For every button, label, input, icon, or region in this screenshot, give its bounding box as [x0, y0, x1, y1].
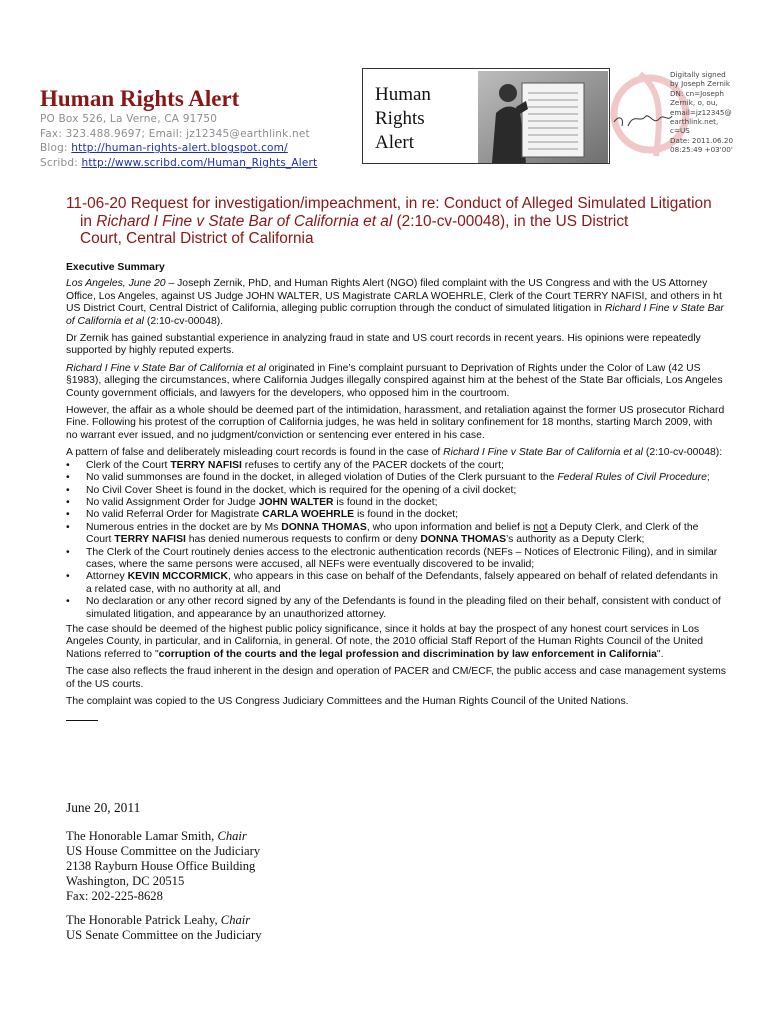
logo-wordmark [375, 83, 431, 155]
title-line-1: 11-06-20 Request for investigation/impeachment, in re: Conduct of Alleged Simulated Litigation [66, 195, 712, 212]
logo-line-3: Alert [375, 132, 415, 153]
address-line: 2138 Rayburn House Office Building [66, 859, 256, 873]
blog-link[interactable]: http://human-rights-alert.blogspot.com/ [71, 142, 288, 155]
fax-email-line: Fax: 323.488.9697; Email: jz12345@earthlink.net [40, 127, 310, 140]
list-item: • No valid summonses are found in the docket, in alleged violation of Duties of the Clerk pursuant to the Federal Rules of Civil Procedure; [66, 472, 726, 484]
list-item: • Numerous entries in the docket are by Ms DONNA THOMAS, who upon information and belief is not a Deputy Clerk, and Clerk of the Court TERRY NAFISI has denied numerous requests to confirm or deny DONNA THOMAS’s authority as a Deputy Clerk; [66, 522, 726, 547]
case-name: Richard I Fine v State Bar of California et al [96, 212, 393, 230]
letter-date: June 20, 2011 [66, 800, 141, 815]
title-line-2: in Richard I Fine v State Bar of California et al (2:10-cv-00048), in the US District [80, 212, 629, 230]
paragraph-8: The complaint was copied to the US Congress Judiciary Committees and the Human Rights Council of the United Nations. [66, 696, 629, 707]
scribd-link[interactable]: http://www.scribd.com/Human_Rights_Alert [81, 156, 318, 169]
recipient-name: The Honorable Lamar Smith, Chair [66, 829, 247, 843]
title-line-3: Court, Central District of California [80, 230, 314, 248]
list-item: • No declaration or any other record signed by any of the Defendants is found in the pleading filed on their behalf, consistent with conduct of simulated litigation, and appearance by an unauthorized attorney. [66, 596, 726, 621]
scribd-line [40, 156, 317, 171]
address-block-house [66, 829, 666, 904]
logo-line-2: Rights [375, 108, 425, 129]
paragraph-1: Los Angeles, June 20 – Joseph Zernik, PhD, and Human Rights Alert (NGO) filed complaint with the US Congress and with the US Attorney Office, Los Angeles, against US Judge JOHN WALTER, US Magistrate CARLA WOEHRLE, Clerk of the Court TERRY NAFISI, and others in ht US District Court, Central District of California, alleging public corruption through the conduct of simulated litigation in Richard I Fine v State Bar of California et al (2:10-cv-00048). [66, 278, 724, 327]
address-line: PO Box 526, La Verne, CA 91750 [40, 113, 218, 125]
paragraph-5: A pattern of false and deliberately misleading court records is found in the case of Richard I Fine v State Bar of California et al (2:10-cv-00048): [66, 447, 723, 459]
list-item: • No Civil Cover Sheet is found in the docket, which is required for the opening of a civil docket; [66, 485, 726, 497]
list-item: • No valid Assignment Order for Judge JOHN WALTER is found in the docket; [66, 497, 726, 509]
scribd-label: Scribd: [40, 156, 82, 169]
list-item: • Attorney KEVIN MCCORMICK, who appears in this case on behalf of the Defendants, falsely appeared on behalf of related defendants in a related case, with no authority at all, and [66, 571, 726, 596]
address-block-senate [66, 913, 666, 943]
org-name: Human Rights Alert [40, 86, 240, 111]
paragraph-7: The case also reflects the fraud inherent in the design and operation of PACER and CM/ECF, the public access and case management systems of the US courts. [66, 666, 726, 690]
address-line: US Senate Committee on the Judiciary [66, 928, 262, 942]
digital-signature [606, 66, 756, 170]
address-line: US House Committee on the Judiciary [66, 844, 261, 858]
list-item: • Clerk of the Court TERRY NAFISI refuses to certify any of the PACER dockets of the court; [66, 460, 726, 472]
findings-list [66, 460, 726, 621]
executive-summary [66, 262, 726, 721]
section-heading: Executive Summary [66, 262, 165, 273]
address-line: Fax: 202-225-8628 [66, 889, 163, 903]
logo-line-1: Human [375, 84, 431, 105]
contact-block [40, 112, 317, 170]
recipient-name: The Honorable Patrick Leahy, Chair [66, 913, 251, 927]
paragraph-3: Richard I Fine v State Bar of California et al originated in Fine’s complaint pursuant to Deprivation of Rights under the Color of Law (42 US §1983), alleging the circumstances, where California Judges illegally conspired against him at the behest of the State Bar officials, Los Angeles County government officials, and lawyers for the developers, who opposed him in the courtroom. [66, 362, 723, 399]
document-title [66, 195, 726, 248]
paragraph-2: Dr Zernik has gained substantial experience in analyzing fraud in state and US court records in recent years. His opinions were repeatedly supported by highly reputed experts. [66, 333, 701, 357]
address-line: Washington, DC 20515 [66, 874, 185, 888]
org-logo [362, 68, 610, 164]
letter-section [66, 800, 666, 952]
separator-line [66, 720, 98, 721]
signature-text: Digitally signed by Joseph Zernik DN: cn=Joseph Zernik, o, ou, email=jz12345@ earthlink.net, c=US Date: 2011.06.20 08:25:49 +03'00' [670, 70, 734, 155]
paragraph-4: However, the affair as a whole should be deemed part of the intimidation, harassment, and retaliation against the former US prosecutor Richard Fine. Following his protest of the corruption of California judges, he was held in solitary confinement for 18 months, starting March 2009, with no warrant ever issued, and no judgment/conviction or sentencing ever entered in his case. [66, 405, 725, 441]
blog-line [40, 141, 317, 156]
paragraph-6: The case should be deemed of the highest public policy significance, since it holds at bay the prospect of any honest court services in Los Angeles County, in particular, and in California, in general. Of note, the 2010 official Staff Report of the Human Rights Council of the United Nations referred to "corruption of the courts and the legal profession and discrimination by law enforcement in California". [66, 623, 704, 660]
logo-photo-image [478, 71, 608, 163]
list-item: • No valid Referral Order for Magistrate CARLA WOEHRLE is found in the docket; [66, 509, 726, 521]
blog-label: Blog: [40, 142, 72, 155]
list-item: • The Clerk of the Court routinely denies access to the electronic authentication records (NEFs – Notices of Electronic Filing), and in similar cases, where the same persons were accused, all NEFs were eventually discovered to be invalid; [66, 547, 726, 572]
